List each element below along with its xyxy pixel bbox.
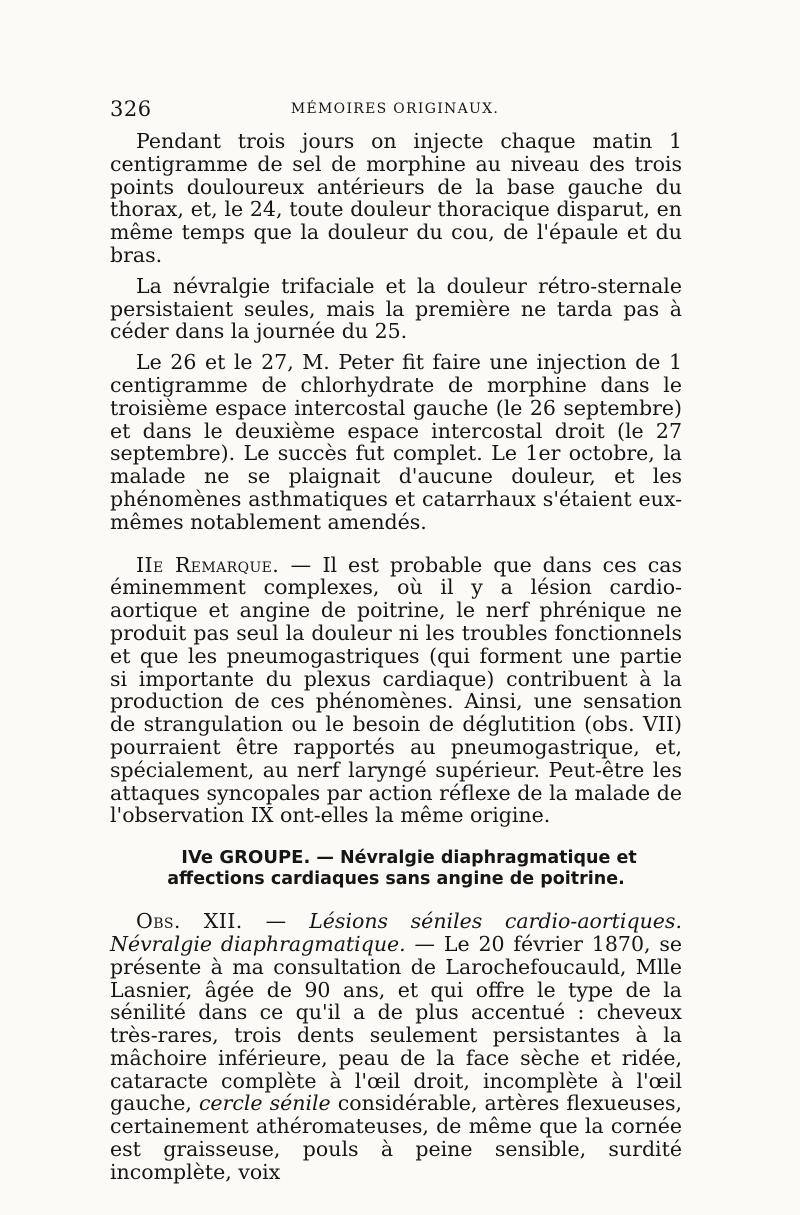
observation-italic-term: cercle sénile xyxy=(198,1091,331,1116)
paragraph: Pendant trois jours on injecte chaque matin 1 centigramme de sel de morphine au niveau des trois points douloureux antérieurs de la base gauche du thorax, et, le 24, toute douleur thoracique disparut, en même temps que la douleur du cou, de l'épaule et du bras. xyxy=(110,129,682,267)
group-heading-text: — Névralgie diaphragmatique et affections cardiaques sans angine de poitrine. xyxy=(167,848,637,890)
remark-paragraph xyxy=(110,554,682,828)
observation-text: — Le 20 février 1870, se présente à ma consultation de Larochefoucauld, Mlle Lasnier, âgée de 90 ans, et qui offre le type de la sénilité dans ce qu'il a de plus accentué : cheveux très-rares, trois dents seulement persistantes à la mâchoire inférieure, peau de la face sèche et ridée, cataracte complète à l'œil droit, incomplète à l'œil gauche, xyxy=(110,931,682,1116)
remark-text: Il est probable que dans ces cas éminemment complexes, où il y a lésion cardio-aortique et angine de poitrine, le nerf phrénique ne produit pas seul la douleur ni les troubles fonctionnels et que les pneumogastriques (qui forment une partie si importante du plexus cardiaque) contribuent à la production de ces phénomènes. Ainsi, une sensation de strangulation ou le besoin de déglutition (obs. VII) pourraient être rapportés au pneumogastrique, et, spécialement, au nerf laryngé supérieur. Peut-être les attaques syncopales par action réflexe de la malade de l'observation IX ont-elles la même origine. xyxy=(110,552,682,828)
observation-title: Lésions séniles cardio-aortiques. Névralgie diaphragmatique. xyxy=(110,909,682,956)
observation-paragraph xyxy=(110,910,682,1184)
paragraph: Le 26 et le 27, M. Peter fit faire une injection de 1 centigramme de chlorhydrate de morphine dans le troisième espace intercostal gauche (le 26 septembre) et dans le deuxième espace intercostal droit (le 27 septembre). Le succès fut complet. Le 1er octobre, la malade ne se plaignait d'aucune douleur, et les phénomènes asthmatiques et catarrhaux s'étaient eux-mêmes notablement amendés. xyxy=(110,350,682,534)
remark-label: IIe Remarque. — xyxy=(136,552,312,577)
observation-label: Obs. XII. — xyxy=(136,909,287,934)
page-number: 326 xyxy=(110,97,152,121)
group-heading-label: IVe GROUPE. xyxy=(181,847,311,869)
running-title: MÉMOIRES ORIGINAUX. xyxy=(290,101,500,117)
page-body xyxy=(110,130,682,1184)
group-heading xyxy=(110,847,682,890)
paragraph: La névralgie trifaciale et la douleur rétro-sternale persistaient seules, mais la première ne tarda pas à céder dans la journée du 25. xyxy=(110,273,682,344)
observation-text-continued: considérable, artères flexueuses, certainement athéromateuses, de même que la cornée est graisseuse, pouls à peine sensible, surdité incomplète, voix xyxy=(110,1091,682,1184)
page-header xyxy=(110,97,680,121)
